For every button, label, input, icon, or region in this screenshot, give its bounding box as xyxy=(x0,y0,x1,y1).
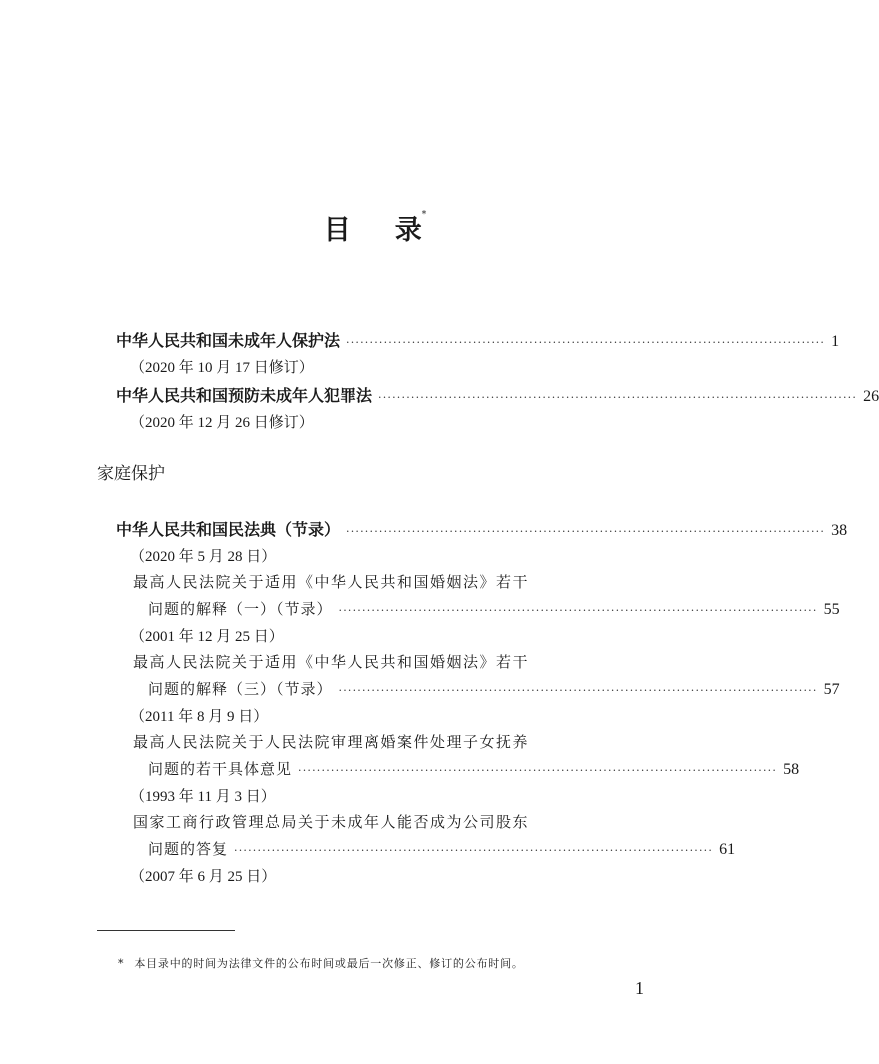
footnote-mark: * xyxy=(118,957,125,970)
toc-entry-minors-protection-law[interactable] xyxy=(116,328,840,351)
entry-page-number: 26 xyxy=(863,388,879,405)
toc-entry-minor-shareholder-reply[interactable] xyxy=(148,838,736,859)
entry-title-line-1[interactable]: 最高人民法院关于人民法院审理离婚案件处理子女抚养 xyxy=(133,733,530,751)
toc-title-footnote-mark: * xyxy=(421,210,427,220)
entry-date: （1993 年 11 月 3 日） xyxy=(130,789,276,805)
entry-page-number: 57 xyxy=(823,681,840,698)
entry-date: （2020 年 5 月 28 日） xyxy=(130,549,277,565)
entry-title-line-2: 问题的答复 xyxy=(148,840,229,858)
entry-title-line-1[interactable]: 国家工商行政管理总局关于未成年人能否成为公司股东 xyxy=(133,813,530,831)
entry-date: （2020 年 12 月 26 日修订） xyxy=(130,415,314,431)
entry-title-line-2: 问题的解释（三）（节录） xyxy=(148,680,333,698)
entry-title-line-2: 问题的解释（一）（节录） xyxy=(148,600,333,618)
entry-title: 中华人民共和国未成年人保护法 xyxy=(116,331,341,350)
leader-dots: ······································································································ xyxy=(346,525,826,538)
entry-date: （2011 年 8 月 9 日） xyxy=(130,709,269,725)
entry-page-number: 58 xyxy=(783,761,800,778)
toc-title xyxy=(0,208,750,247)
footnote-divider xyxy=(97,930,235,931)
toc-entry-civil-code[interactable] xyxy=(116,517,848,540)
entry-date: （2020 年 10 月 17 日修订） xyxy=(130,360,314,376)
entry-title-line-1[interactable]: 最高人民法院关于适用《中华人民共和国婚姻法》若干 xyxy=(133,573,530,591)
entry-title: 中华人民共和国民法典（节录） xyxy=(116,520,341,539)
page-number: 1 xyxy=(635,978,644,998)
toc-entry-child-custody-opinions[interactable] xyxy=(148,758,800,779)
entry-title-line-2: 问题的若干具体意见 xyxy=(148,760,293,778)
entry-page-number: 61 xyxy=(719,841,736,858)
entry-page-number: 55 xyxy=(823,601,840,618)
footnote xyxy=(118,955,524,971)
entry-date: （2007 年 6 月 25 日） xyxy=(130,869,277,885)
toc-entry-marriage-law-interpretation-1[interactable] xyxy=(148,598,840,619)
toc-entry-marriage-law-interpretation-3[interactable] xyxy=(148,678,840,699)
entry-title-line-1[interactable]: 最高人民法院关于适用《中华人民共和国婚姻法》若干 xyxy=(133,653,530,671)
entry-date: （2001 年 12 月 25 日） xyxy=(130,629,284,645)
section-heading: 家庭保护 xyxy=(97,464,165,484)
toc-title-char-2: 录 xyxy=(394,215,422,246)
leader-dots: ······································································································ xyxy=(298,764,778,777)
footnote-text: 本目录中的时间为法律文件的公布时间或最后一次修正、修订的公布时间。 xyxy=(134,957,524,970)
leader-dots: ······································································································ xyxy=(346,336,826,349)
leader-dots: ······································································································ xyxy=(378,391,858,404)
toc-title-char-1: 目 xyxy=(323,215,351,246)
toc-entry-juvenile-crime-prevention-law[interactable] xyxy=(116,383,879,406)
leader-dots: ······································································································ xyxy=(234,844,714,857)
entry-title: 中华人民共和国预防未成年人犯罪法 xyxy=(116,386,373,405)
leader-dots: ······································································································ xyxy=(338,604,818,617)
entry-page-number: 1 xyxy=(831,333,840,350)
leader-dots: ······································································································ xyxy=(338,684,818,697)
entry-page-number: 38 xyxy=(831,522,848,539)
